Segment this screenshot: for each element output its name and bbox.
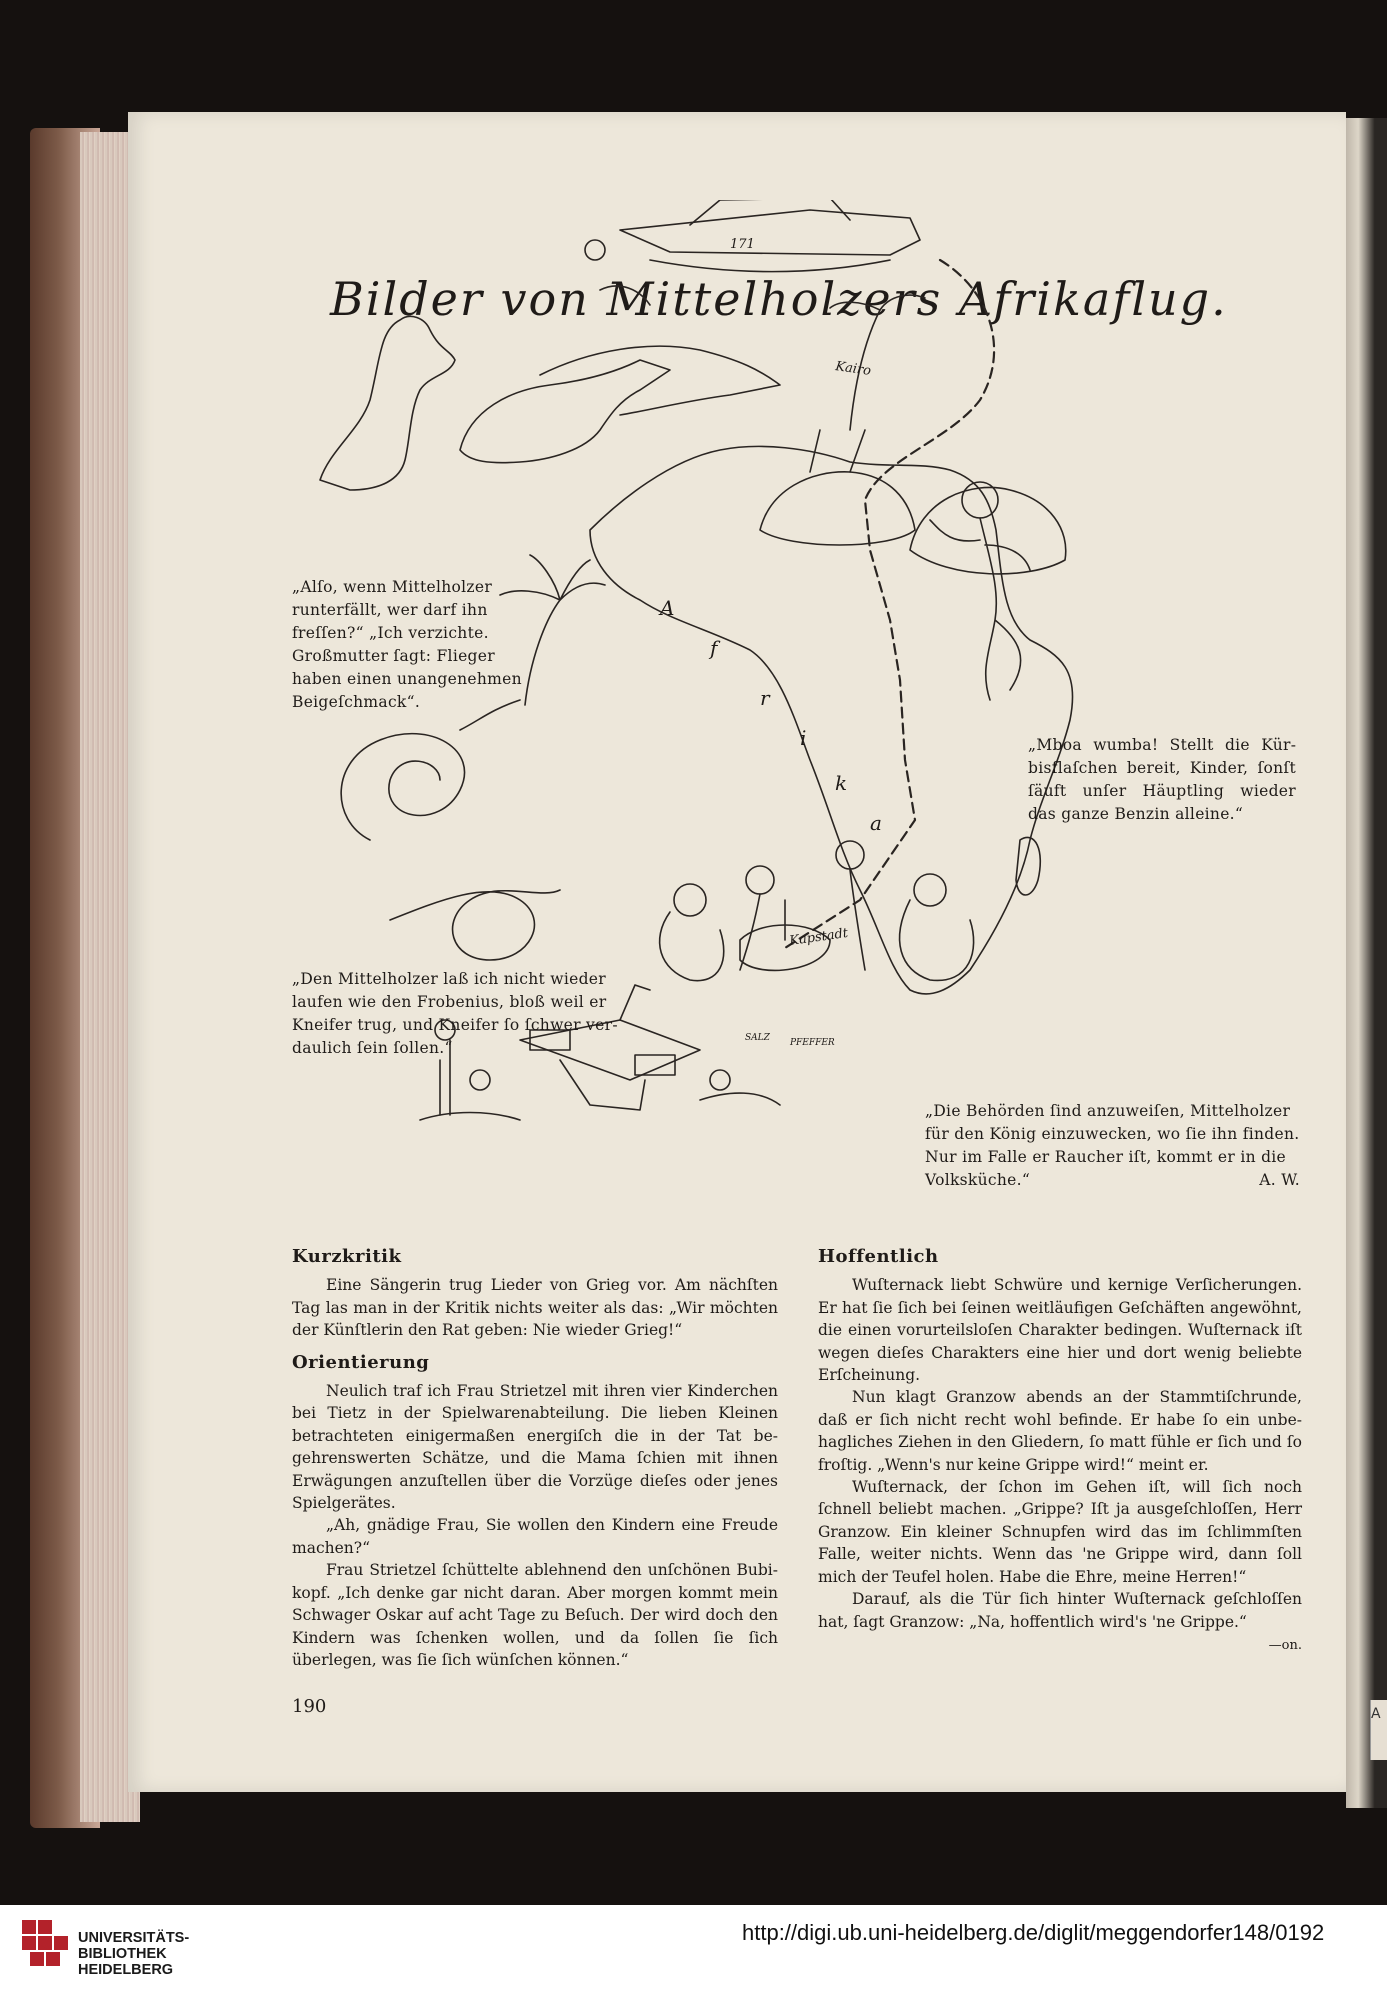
article-heading-orientierung: Orientierung <box>292 1351 430 1373</box>
dancing-native-icon <box>930 482 1030 700</box>
africa-letter: A <box>660 596 675 620</box>
library-name <box>78 1930 189 1978</box>
caption-text: „Mboa wumba! Stellt die Kürbisflaſchen bereit, Kinder, ſonſt ſäuft unſer Häuptling wieder das ganze Benzin alleine.“ <box>1028 736 1296 823</box>
caption-crocodiles <box>292 576 522 714</box>
airplane-top-icon <box>585 200 920 272</box>
caption-text: „Den Mittelholzer laß ich nicht wieder laufen wie den Frobenius, bloß weil er Kneifer trug, und Kneifer ſo ſchwer verdaulich ſein ſollen.“ <box>292 970 618 1057</box>
africa-letters <box>658 596 882 835</box>
cannibals-cooking-icon <box>660 841 974 981</box>
pepper-label: PFEFFER <box>790 1038 835 1048</box>
africa-letter: i <box>800 726 807 750</box>
page-title: Bilder von Mittelholzers Afrikaflug. <box>330 272 1228 326</box>
right-column <box>818 1246 1302 1657</box>
caption-body: „Die Behörden ſind anzuweiſen, Mittelholzer für den König einzuwecken, wo ſie ihn finden. Nur im Falle er Raucher iſt, kommt er in die Volksküche.“ <box>925 1102 1300 1189</box>
flight-route <box>785 260 994 948</box>
caption-snake <box>292 968 622 1060</box>
africa-outline <box>590 446 1073 994</box>
africa-letter: r <box>760 686 770 710</box>
article-signoff: —on. <box>1268 1637 1302 1653</box>
facing-page-edge <box>1346 118 1387 1808</box>
caption-village <box>1028 734 1296 826</box>
africa-letter: f <box>710 636 718 660</box>
africa-letter: k <box>835 771 848 795</box>
article-paragraph: Wuſternack liebt Schwüre und kernige Verſicherungen. Er hat ſie ſich bei ſeinen weitläufigen Geſchäften angewöhnt, die einen vorurteilsloſen Charakter bedingen. Wuſternack iſt wegen dieſes Charakters eine hier und dort wenig beliebte Erſcheinung. <box>818 1276 1302 1385</box>
page-number: 190 <box>292 1696 327 1717</box>
snakes-icon <box>341 700 560 960</box>
left-column <box>292 1246 778 1671</box>
article-paragraph: „Ah, gnädige Frau, Sie wollen den Kindern eine Freude machen?“ <box>292 1516 778 1557</box>
library-name-line: HEIDELBERG <box>78 1962 174 1978</box>
facing-page-letter: A <box>1370 1700 1387 1760</box>
article-paragraph: Neulich traf ich Frau Strietzel mit ihren vier Kinderchen bei Tietz in der Spielwarenabteilung. Die lieben Kleinen betrachteten einigermaßen energiſch die in der Tat begehrenswerten Schätze, und die Mama ſchien mit ihnen Erwägungen anzuſtellen über die Vorzüge dieſes oder jenes Spielgerätes. <box>292 1382 778 1513</box>
article-paragraph: Frau Strietzel ſchüttelte ablehnend den unſchönen Bubikopf. „Ich denke gar nicht daran. Aber morgen kommt mein Schwager Oskar auf acht Tage zu Beſuch. Der wird doch den Kindern was ſchenken wollen, und da ſollen ſie ſich überlegen, was ſie ſich wünſchen können.“ <box>292 1561 778 1669</box>
article-paragraph: Wuſternack, der ſchon im Gehen iſt, will ſich noch ſchnell beliebt machen. „Grippe? Iſt ja ausgeſchloſſen, Herr Granzow. Ein kleiner Schnupfen wird das im ſchlimmſten Falle, weiter nichts. Wenn das 'ne Grippe wird, dann ſoll mich der Teufel holen. Habe die Ehre, meine Herren!“ <box>818 1478 1302 1586</box>
library-name-line: UNIVERSITÄTS- <box>78 1930 190 1946</box>
africa-letter: a <box>870 811 882 835</box>
crocodiles-icon <box>320 286 780 490</box>
caption-text: „Alſo, wenn Mittelholzer runterfällt, wer darf ihn freſſen?“ „Ich verzichte. Großmutter ſagt: Flieger haben einen unangenehmen Beigeſchmack“. <box>292 578 522 711</box>
article-paragraph: Darauf, als die Tür ſich hinter Wuſternack geſchloſſen hat, ſagt Granzow: „Na, hoffentlich wird's 'ne Grippe.“ <box>818 1590 1302 1631</box>
library-name-line: BIBLIOTHEK <box>78 1946 167 1962</box>
article-paragraph: Eine Sängerin trug Lieder von Grieg vor. Am nächſten Tag las man in der Kritik nichts weiter als das: „Wir möchten der Künſtlerin den Rat geben: Nie wieder Grieg!“ <box>292 1276 778 1340</box>
article-paragraph: Nun klagt Granzow abends an der Stammtiſchrunde, daß er ſich nicht recht wohl befinde. Er habe ſo ein unbehagliches Ziehen in den Gliedern, ſo matt fühle er ſich und ſo froſtig. „Wenn's nur keine Grippe wird!“ meint er. <box>818 1388 1302 1474</box>
library-logo-icon <box>22 1918 70 1972</box>
salt-label: SALZ <box>745 1033 770 1043</box>
caption-signature: A. W. <box>1259 1171 1300 1189</box>
document-url-link[interactable]: http://digi.ub.uni-heidelberg.de/diglit/meggendorfer148/0192 <box>742 1920 1325 1945</box>
map-label-kapstadt: Kapstadt <box>788 925 849 949</box>
plane-number: 171 <box>730 237 755 252</box>
map-label-cairo: Kairo <box>834 359 872 379</box>
caption-authorities <box>925 1100 1300 1192</box>
article-heading-kurzkritik: Kurzkritik <box>292 1246 402 1267</box>
article-heading-hoffentlich: Hoffentlich <box>818 1246 939 1267</box>
caption-text <box>925 1100 1300 1192</box>
